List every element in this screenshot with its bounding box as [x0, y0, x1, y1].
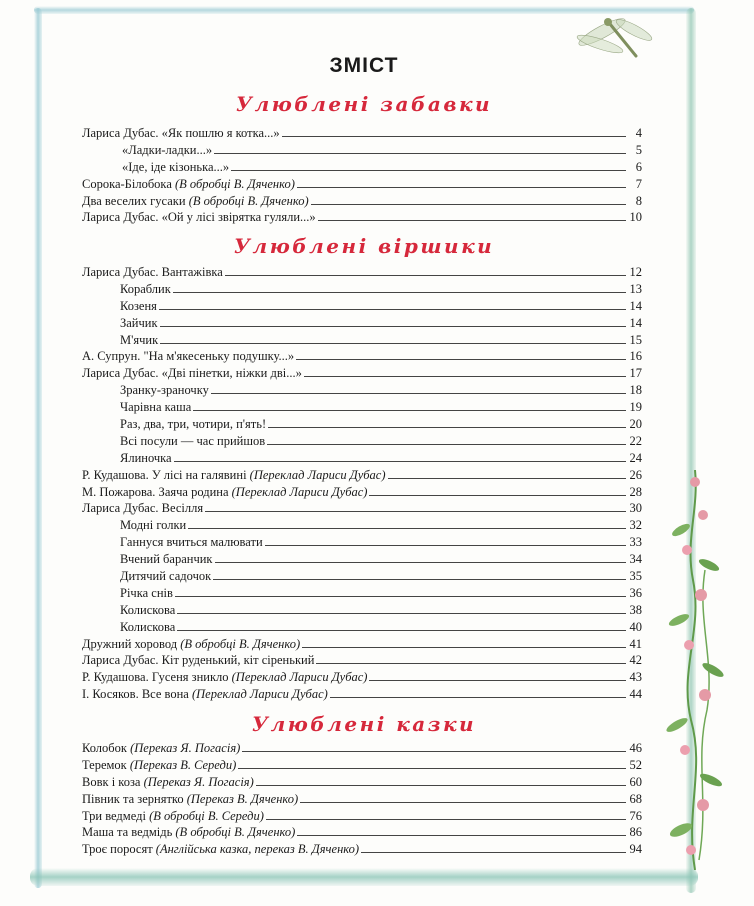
toc-leader-line	[211, 382, 626, 394]
toc-entry	[82, 686, 642, 703]
toc-entry-text: М'ячик	[120, 332, 159, 347]
toc-leader-line	[361, 841, 626, 853]
toc-leader-line	[265, 534, 626, 546]
toc-entry-title	[82, 500, 203, 517]
toc-leader-line	[242, 740, 626, 752]
toc-page-number: 43	[629, 670, 642, 685]
toc-entry	[82, 500, 642, 517]
toc-entry-text: Зранку-зраночку	[120, 383, 209, 398]
toc-page-number: 16	[629, 349, 642, 364]
toc-leader-line	[231, 159, 626, 171]
toc-entry-note: (В обробці В. Середи)	[149, 808, 264, 823]
toc-entry-text: Ялиночка	[120, 450, 172, 465]
toc-entry-text: Лариса Дубас. Кіт руденький, кіт сіренький	[82, 653, 315, 668]
toc-entry	[82, 636, 642, 653]
toc-leader-line	[160, 332, 626, 344]
toc-entry-text: Вовк і коза	[82, 774, 144, 789]
toc-entry	[82, 619, 642, 636]
toc-entry	[82, 568, 642, 585]
toc-leader-line	[268, 416, 626, 428]
toc-leader-line	[369, 669, 626, 681]
toc-entry-title	[120, 315, 158, 332]
toc-leader-line	[266, 808, 626, 820]
toc-entry	[82, 399, 642, 416]
toc-page-number: 15	[629, 332, 642, 347]
toc-entry-text: Дружний хоровод	[82, 636, 181, 651]
toc-entry-title	[82, 467, 386, 484]
toc-entry-note: (Переклад Лариси Дубас)	[249, 467, 386, 482]
toc-leader-line	[256, 774, 626, 786]
toc-leader-line	[215, 551, 627, 563]
toc-entry-note: (Переклад Лариси Дубас)	[231, 670, 368, 685]
toc-entry-title	[82, 774, 254, 791]
toc-entry	[82, 433, 642, 450]
toc-entry-text: Кораблик	[120, 281, 171, 296]
toc-entry-text: Р. Кудашова. У лісі на галявині	[82, 467, 250, 482]
toc-entry	[82, 193, 642, 210]
toc-page-number: 76	[629, 808, 642, 823]
toc-list-virshyky	[82, 264, 642, 703]
toc-page-number: 4	[635, 126, 642, 140]
toc-entry	[82, 332, 642, 349]
toc-entry-note: (Переказ В. Дяченко)	[186, 791, 299, 806]
toc-page-number: 8	[635, 193, 642, 208]
toc-page-number: 86	[629, 825, 642, 840]
toc-entry-note: (Переклад Лариси Дубас)	[191, 687, 328, 702]
toc-entry	[82, 416, 642, 433]
toc-leader-line	[304, 365, 626, 377]
toc-entry-title	[122, 159, 229, 176]
toc-entry-title	[120, 433, 265, 450]
toc-leader-line	[159, 298, 626, 310]
toc-entry-title	[120, 298, 157, 315]
toc-leader-line	[388, 467, 627, 479]
toc-entry-title	[120, 551, 213, 568]
toc-leader-line	[225, 264, 626, 276]
toc-entry-title	[82, 824, 295, 841]
toc-page-number: 14	[629, 298, 642, 313]
toc-entry-title	[122, 142, 212, 159]
toc-entry-title	[120, 382, 209, 399]
toc-entry-text: Козеня	[120, 298, 157, 313]
toc-entry	[82, 791, 642, 808]
toc-entry-text: «Іде, іде кізонька...»	[122, 159, 230, 174]
toc-entry-title	[82, 176, 295, 193]
toc-entry	[82, 602, 642, 619]
toc-entry-text: Сорока-Білобока	[82, 176, 175, 191]
toc-entry-text: Лариса Дубас. Вантажівка	[82, 265, 223, 279]
toc-entry	[82, 551, 642, 568]
toc-leader-line	[205, 500, 626, 512]
toc-entry-title	[82, 125, 280, 142]
toc-entry-text: Вчений баранчик	[120, 552, 213, 567]
toc-entry-title	[120, 517, 186, 534]
toc-entry-text: Всі посули — час прийшов	[120, 433, 266, 448]
toc-entry-title	[82, 264, 223, 281]
toc-page-number: 24	[629, 450, 642, 465]
toc-entry	[82, 450, 642, 467]
toc-entry-title	[82, 209, 316, 226]
toc-entry-text: Ганнуся вчиться малювати	[120, 535, 263, 550]
toc-entry-title	[120, 281, 171, 298]
toc-leader-line	[282, 125, 626, 137]
toc-page-number: 52	[629, 757, 642, 772]
toc-entry-text: Лариса Дубас. «Ой у лісі звірятка гуляли...»	[82, 210, 316, 225]
toc-page-number: 26	[629, 467, 642, 482]
toc-entry-text: Три ведмеді	[82, 808, 150, 823]
section-heading-kazky: Улюблені казки	[251, 712, 477, 736]
toc-entry-text: Р. Кудашова. Гусеня зникло	[82, 670, 232, 685]
toc-entry	[82, 125, 642, 142]
toc-entry	[82, 740, 642, 757]
toc-entry-title	[120, 450, 172, 467]
toc-page-number: 19	[629, 400, 642, 415]
toc-entry	[82, 467, 642, 484]
toc-entry-text: «Ладки-ладки...»	[122, 142, 213, 157]
toc-page-number: 20	[629, 417, 642, 432]
toc-page-number: 6	[635, 159, 642, 174]
toc-entry	[82, 365, 642, 382]
toc-entry-title	[82, 808, 264, 825]
toc-entry-text: Колобок	[82, 741, 131, 755]
toc-leader-line	[311, 193, 626, 205]
toc-entry	[82, 348, 642, 365]
toc-entry	[82, 585, 642, 602]
toc-entry-title	[120, 602, 175, 619]
toc-leader-line	[297, 176, 626, 188]
toc-leader-line	[174, 450, 626, 462]
toc-entry	[82, 669, 642, 686]
toc-entry-text: Троє поросят	[82, 842, 156, 857]
toc-entry-title	[82, 669, 367, 686]
toc-entry-title	[120, 399, 191, 416]
toc-entry	[82, 264, 642, 281]
toc-entry-text: Дитячий садочок	[120, 569, 212, 584]
toc-leader-line	[188, 517, 626, 529]
toc-leader-line	[330, 686, 626, 698]
toc-entry-title	[82, 757, 236, 774]
toc-entry-title	[82, 652, 314, 669]
toc-list-zabavky	[82, 125, 642, 226]
toc-entry-note: (Англійська казка, переказ В. Дяченко)	[155, 842, 360, 857]
toc-entry	[82, 484, 642, 501]
toc-entry-title	[120, 568, 211, 585]
toc-entry	[82, 841, 642, 858]
toc-page-number: 5	[635, 142, 642, 157]
toc-entry-title	[120, 416, 266, 433]
frame-bottom-border	[30, 868, 698, 886]
toc-entry-note: (Переказ Я. Погасія)	[130, 741, 241, 755]
toc-entry-text: Два веселих гусаки	[82, 193, 189, 208]
toc-page-number: 44	[629, 687, 642, 702]
toc-entry-text: Півник та зернятко	[82, 791, 187, 806]
toc-entry-title	[82, 740, 240, 757]
toc-entry-title	[82, 484, 367, 501]
toc-page-number: 34	[629, 552, 642, 567]
toc-entry-text: Річка снів	[120, 585, 173, 600]
toc-entry-note: (В обробці В. Дяченко)	[180, 636, 301, 651]
flower-vine-icon	[655, 470, 735, 870]
toc-entry-text: Лариса Дубас. «Дві пінетки, ніжки дві...»	[82, 366, 302, 381]
section-heading-virshyky: Улюблені віршики	[233, 234, 495, 258]
toc-page-number: 18	[629, 383, 642, 398]
toc-entry-text: Колискова	[120, 602, 176, 617]
toc-entry	[82, 808, 642, 825]
toc-page-number: 40	[629, 619, 642, 634]
toc-entry-text: І. Косяков. Все вона	[82, 687, 192, 702]
toc-page-number: 7	[635, 176, 642, 191]
toc-entry-text: Модні голки	[120, 518, 187, 533]
toc-entry	[82, 298, 642, 315]
toc-leader-line	[160, 315, 626, 327]
toc-entry-text: Маша та ведмідь	[82, 825, 176, 840]
toc-entry	[82, 209, 642, 226]
toc-entry-text: Зайчик	[120, 315, 158, 330]
toc-page-number: 13	[629, 281, 642, 296]
toc-entry	[82, 757, 642, 774]
toc-entry	[82, 281, 642, 298]
toc-page-number: 14	[629, 315, 642, 330]
toc-entry	[82, 142, 642, 159]
toc-leader-line	[193, 399, 626, 411]
toc-entry-title	[120, 585, 173, 602]
toc-page-number: 10	[629, 210, 642, 225]
toc-entry-title	[82, 686, 328, 703]
toc-page-number: 22	[629, 433, 642, 448]
toc-page-number: 36	[629, 585, 642, 600]
toc-entry	[82, 159, 642, 176]
toc-entry-title	[120, 619, 175, 636]
toc-entry	[82, 315, 642, 332]
toc-leader-line	[177, 602, 626, 614]
toc-entry	[82, 517, 642, 534]
toc-entry-text: М. Пожарова. Заяча родина	[82, 484, 232, 499]
toc-entry-text: Лариса Дубас. «Як пошлю я котка...»	[82, 126, 280, 140]
toc-leader-line	[175, 585, 626, 597]
toc-entry	[82, 824, 642, 841]
toc-leader-line	[296, 348, 626, 360]
toc-entry-text: Колискова	[120, 619, 176, 634]
toc-entry	[82, 774, 642, 791]
toc-list-kazky	[82, 740, 642, 858]
toc-page-number: 32	[629, 518, 642, 533]
toc-page-number: 28	[629, 484, 642, 499]
toc-entry-note: (В обробці В. Дяченко)	[188, 193, 309, 208]
toc-entry-note: (В обробці В. Дяченко)	[175, 176, 295, 191]
toc-page-number: 46	[629, 741, 642, 755]
toc-leader-line	[214, 142, 626, 154]
toc-entry	[82, 534, 642, 551]
toc-entry-text: А. Супрун. "На м'якесеньку подушку...»	[82, 349, 295, 364]
toc-page-number: 60	[629, 774, 642, 789]
toc-page-number: 94	[629, 842, 642, 857]
frame-left-border	[34, 8, 42, 888]
toc-page-number: 17	[629, 366, 642, 381]
toc-entry	[82, 176, 642, 193]
toc-page-number: 68	[629, 791, 642, 806]
toc-entry-title	[82, 365, 302, 382]
toc-entry-text: Раз, два, три, чотири, п'ять!	[120, 417, 267, 432]
toc-leader-line	[297, 824, 626, 836]
toc-entry-title	[82, 193, 309, 210]
toc-page-number: 33	[629, 535, 642, 550]
toc-leader-line	[177, 619, 626, 631]
toc-entry-text: Теремок	[82, 757, 130, 772]
toc-entry-title	[82, 348, 294, 365]
toc-entry-title	[120, 534, 263, 551]
page-title: ЗМІСТ	[329, 54, 399, 77]
toc-entry-title	[120, 332, 158, 349]
toc-page-number: 42	[629, 653, 642, 668]
toc-leader-line	[267, 433, 626, 445]
toc-entry-note: (В обробці В. Дяченко)	[175, 825, 296, 840]
toc-page-number: 30	[629, 501, 642, 516]
toc-entry-title	[82, 841, 359, 858]
toc-page-number: 35	[629, 569, 642, 584]
toc-entry-title	[82, 636, 300, 653]
toc-entry-note: (Переклад Лариси Дубас)	[231, 484, 368, 499]
toc-page-number: 38	[629, 602, 642, 617]
toc-leader-line	[318, 209, 626, 221]
toc-entry	[82, 652, 642, 669]
section-heading-zabavky: Улюблені забавки	[235, 92, 493, 116]
toc-entry-text: Чарівна каша	[120, 400, 192, 415]
toc-leader-line	[213, 568, 626, 580]
toc-entry-note: (Переказ Я. Погасія)	[143, 774, 254, 789]
toc-leader-line	[369, 484, 626, 496]
toc-entry-note: (Переказ В. Середи)	[129, 757, 237, 772]
toc-leader-line	[300, 791, 626, 803]
toc-page-number: 41	[629, 636, 642, 651]
toc-page-number: 12	[629, 265, 642, 279]
toc-leader-line	[238, 757, 626, 769]
toc-entry-text: Лариса Дубас. Весілля	[82, 501, 204, 516]
toc-leader-line	[173, 281, 626, 293]
toc-entry	[82, 382, 642, 399]
toc-leader-line	[302, 636, 626, 648]
toc-leader-line	[316, 652, 626, 664]
toc-entry-title	[82, 791, 298, 808]
